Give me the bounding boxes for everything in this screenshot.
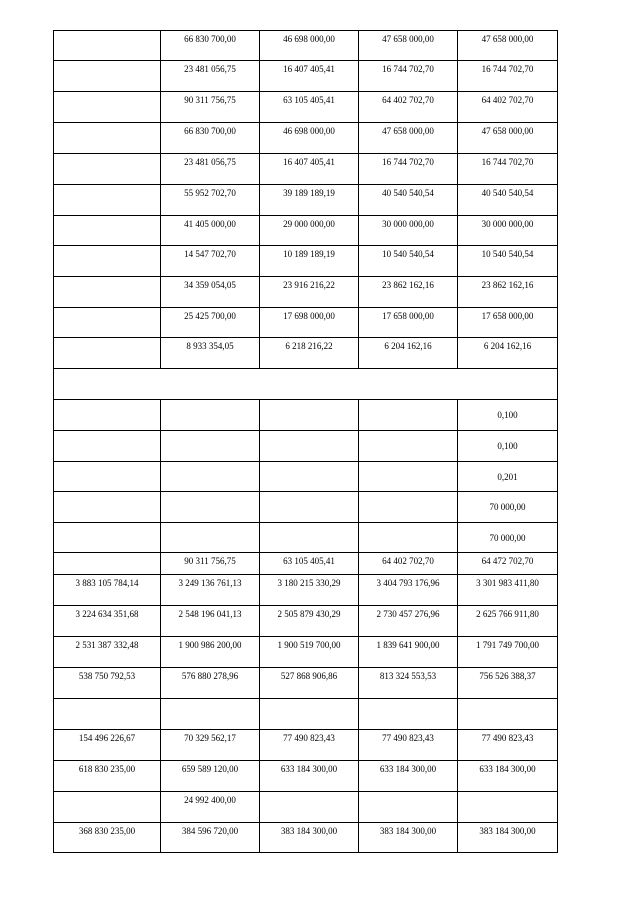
table-cell (54, 400, 161, 431)
table-cell: 3 404 793 176,96 (359, 575, 458, 606)
table-cell (54, 338, 161, 369)
table-cell (359, 523, 458, 553)
table-cell: 383 184 300,00 (458, 823, 558, 853)
table-cell: 16 407 405,41 (260, 61, 359, 92)
table-cell: 633 184 300,00 (458, 761, 558, 792)
table-cell: 47 658 000,00 (458, 31, 558, 61)
table-cell: 1 900 519 700,00 (260, 637, 359, 668)
table-cell: 3 883 105 784,14 (54, 575, 161, 606)
table-cell (54, 553, 161, 575)
table-row (54, 575, 558, 606)
table-cell: 576 880 278,96 (161, 668, 260, 699)
table-cell (161, 400, 260, 431)
table-cell: 29 000 000,00 (260, 216, 359, 246)
table-cell: 384 596 720,00 (161, 823, 260, 853)
table-cell: 47 658 000,00 (359, 31, 458, 61)
table-cell: 63 105 405,41 (260, 92, 359, 123)
table-row (54, 668, 558, 699)
table-cell: 55 952 702,70 (161, 185, 260, 216)
table-row (54, 369, 558, 400)
table-cell (54, 431, 161, 462)
table-cell (54, 154, 161, 185)
table-row (54, 277, 558, 308)
table-cell: 16 744 702,70 (359, 61, 458, 92)
table-cell: 1 900 986 200,00 (161, 637, 260, 668)
table-cell: 368 830 235,00 (54, 823, 161, 853)
table-cell: 813 324 553,53 (359, 668, 458, 699)
table-cell: 6 204 162,16 (359, 338, 458, 369)
table-cell (260, 792, 359, 823)
table-cell: 23 916 216,22 (260, 277, 359, 308)
table-cell: 2 531 387 332,48 (54, 637, 161, 668)
table-cell: 1 791 749 700,00 (458, 637, 558, 668)
table-cell: 90 311 756,75 (161, 92, 260, 123)
table-cell (54, 31, 161, 61)
table-cell: 16 744 702,70 (458, 154, 558, 185)
table-cell (54, 277, 161, 308)
table-cell: 34 359 054,05 (161, 277, 260, 308)
table-cell: 3 249 136 761,13 (161, 575, 260, 606)
table-row (54, 154, 558, 185)
table-cell: 23 862 162,16 (359, 277, 458, 308)
table-cell (359, 400, 458, 431)
table-cell: 618 830 235,00 (54, 761, 161, 792)
table-cell: 10 540 540,54 (458, 246, 558, 277)
table-cell: 633 184 300,00 (260, 761, 359, 792)
table-cell: 10 189 189,19 (260, 246, 359, 277)
table-cell: 23 481 056,75 (161, 154, 260, 185)
table-cell: 41 405 000,00 (161, 216, 260, 246)
table-cell (54, 523, 161, 553)
table-cell (54, 308, 161, 338)
table-row (54, 246, 558, 277)
table-cell (161, 523, 260, 553)
table-cell: 154 496 226,67 (54, 730, 161, 761)
table-cell: 6 204 162,16 (458, 338, 558, 369)
table-cell (359, 699, 458, 730)
table-cell (54, 246, 161, 277)
table-cell: 0,201 (458, 462, 558, 492)
table-body (54, 31, 558, 853)
table-cell (458, 792, 558, 823)
table-cell: 16 407 405,41 (260, 154, 359, 185)
table-cell: 77 490 823,43 (458, 730, 558, 761)
table-cell: 77 490 823,43 (260, 730, 359, 761)
table-row (54, 637, 558, 668)
table-row (54, 123, 558, 154)
table-cell: 3 301 983 411,80 (458, 575, 558, 606)
table-row (54, 606, 558, 637)
table-cell: 30 000 000,00 (458, 216, 558, 246)
table-cell: 527 868 906,86 (260, 668, 359, 699)
table-cell: 70 000,00 (458, 492, 558, 523)
table-row (54, 823, 558, 853)
table-cell (161, 431, 260, 462)
table-cell: 40 540 540,54 (458, 185, 558, 216)
table-cell: 47 658 000,00 (359, 123, 458, 154)
table-cell: 70 000,00 (458, 523, 558, 553)
table-row (54, 431, 558, 462)
table-cell: 17 658 000,00 (458, 308, 558, 338)
table-cell: 30 000 000,00 (359, 216, 458, 246)
table-cell: 39 189 189,19 (260, 185, 359, 216)
table-cell (161, 699, 260, 730)
table-cell: 383 184 300,00 (260, 823, 359, 853)
table-row (54, 553, 558, 575)
table-cell: 659 589 120,00 (161, 761, 260, 792)
table-cell: 10 540 540,54 (359, 246, 458, 277)
table-cell: 25 425 700,00 (161, 308, 260, 338)
table-cell: 3 224 634 351,68 (54, 606, 161, 637)
table-cell (54, 462, 161, 492)
table-cell (161, 462, 260, 492)
table-cell (54, 185, 161, 216)
table-cell (54, 123, 161, 154)
table-cell: 70 329 562,17 (161, 730, 260, 761)
table-cell: 17 658 000,00 (359, 308, 458, 338)
table-row (54, 185, 558, 216)
table-cell (260, 492, 359, 523)
table-cell (54, 216, 161, 246)
table-row (54, 730, 558, 761)
table-cell (359, 462, 458, 492)
table-cell: 383 184 300,00 (359, 823, 458, 853)
table-cell (359, 492, 458, 523)
table-row (54, 761, 558, 792)
table-row (54, 492, 558, 523)
table-cell: 46 698 000,00 (260, 31, 359, 61)
table-cell: 756 526 388,37 (458, 668, 558, 699)
table-cell: 14 547 702,70 (161, 246, 260, 277)
table-cell: 6 218 216,22 (260, 338, 359, 369)
table-cell (161, 492, 260, 523)
table-cell (359, 431, 458, 462)
table-cell: 0,100 (458, 431, 558, 462)
table-cell: 40 540 540,54 (359, 185, 458, 216)
table-cell (54, 61, 161, 92)
table-row (54, 31, 558, 61)
table-row (54, 92, 558, 123)
table-row (54, 338, 558, 369)
table-cell: 23 481 056,75 (161, 61, 260, 92)
table-cell: 2 548 196 041,13 (161, 606, 260, 637)
table-cell: 2 730 457 276,96 (359, 606, 458, 637)
table-cell: 2 505 879 430,29 (260, 606, 359, 637)
table-cell (54, 492, 161, 523)
table-cell: 66 830 700,00 (161, 31, 260, 61)
table-cell (260, 431, 359, 462)
table-row (54, 523, 558, 553)
table-cell: 64 402 702,70 (359, 553, 458, 575)
table-row (54, 462, 558, 492)
table-cell: 16 744 702,70 (458, 61, 558, 92)
table-row (54, 792, 558, 823)
table-cell: 0,100 (458, 400, 558, 431)
table-cell: 2 625 766 911,80 (458, 606, 558, 637)
table-cell: 23 862 162,16 (458, 277, 558, 308)
table-cell (260, 523, 359, 553)
table-cell: 8 933 354,05 (161, 338, 260, 369)
table-cell (54, 792, 161, 823)
table-cell (359, 792, 458, 823)
table-cell: 63 105 405,41 (260, 553, 359, 575)
table-cell: 77 490 823,43 (359, 730, 458, 761)
table-row (54, 61, 558, 92)
table-cell (260, 699, 359, 730)
table-cell: 17 698 000,00 (260, 308, 359, 338)
table-cell: 633 184 300,00 (359, 761, 458, 792)
table-cell: 47 658 000,00 (458, 123, 558, 154)
table-cell (260, 462, 359, 492)
table-cell: 538 750 792,53 (54, 668, 161, 699)
table-cell: 3 180 215 330,29 (260, 575, 359, 606)
table-cell: 16 744 702,70 (359, 154, 458, 185)
table-cell: 66 830 700,00 (161, 123, 260, 154)
table-row (54, 308, 558, 338)
table-cell (260, 400, 359, 431)
table-cell (54, 369, 558, 400)
table-cell: 1 839 641 900,00 (359, 637, 458, 668)
table-row (54, 400, 558, 431)
table-cell: 46 698 000,00 (260, 123, 359, 154)
table-row (54, 699, 558, 730)
table-cell: 64 472 702,70 (458, 553, 558, 575)
table-cell (458, 699, 558, 730)
table-cell: 90 311 756,75 (161, 553, 260, 575)
table-cell: 24 992 400,00 (161, 792, 260, 823)
table-cell (54, 699, 161, 730)
table-cell: 64 402 702,70 (458, 92, 558, 123)
financial-table (53, 30, 558, 853)
table-row (54, 216, 558, 246)
table-cell: 64 402 702,70 (359, 92, 458, 123)
table-cell (54, 92, 161, 123)
